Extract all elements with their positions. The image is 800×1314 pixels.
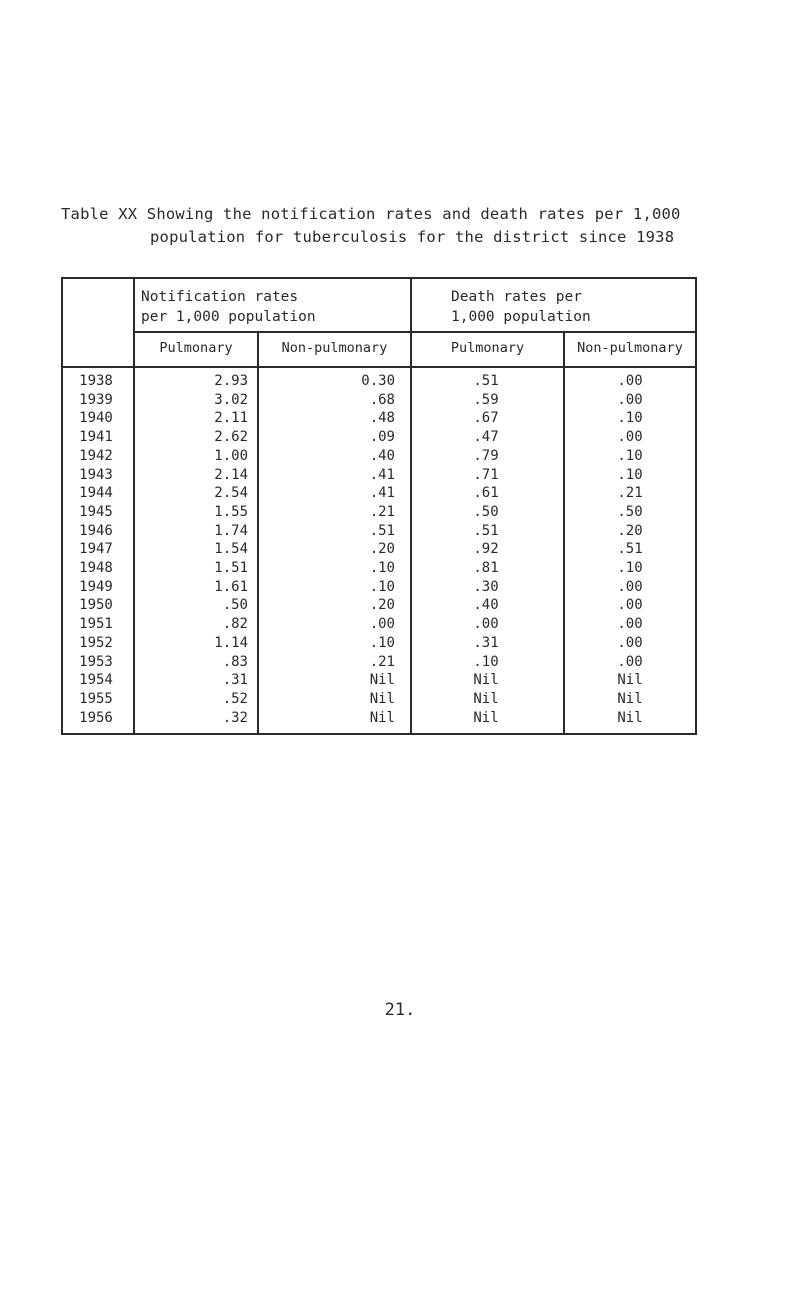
death-non-pulmonary-cell: .00 — [617, 429, 643, 446]
notif-non-pulmonary-cell: Nil — [369, 672, 395, 689]
notification-header-line-1: Notification rates — [141, 289, 299, 305]
notif-non-pulmonary-cell: .41 — [369, 466, 395, 483]
year-cell: 1946 — [79, 522, 113, 539]
notif-pulmonary-cell: 1.61 — [214, 578, 248, 595]
death-pulmonary-cell: .50 — [473, 503, 499, 520]
header-bottom-rule — [61, 366, 697, 368]
notif-non-pulmonary-cell: .41 — [369, 485, 395, 502]
year-cell: 1952 — [79, 634, 113, 651]
notif-non-pulmonary-cell: .40 — [369, 447, 395, 464]
notif-pulmonary-cell: 2.14 — [214, 466, 248, 483]
death-pulmonary-cell: .79 — [473, 447, 499, 464]
table-row — [61, 559, 697, 578]
death-pulmonary-cell: .31 — [473, 634, 499, 651]
death-pulmonary-cell: .61 — [473, 485, 499, 502]
table-row — [61, 447, 697, 466]
subheader-rule — [133, 331, 697, 333]
year-cell: 1943 — [79, 466, 113, 483]
death-pulmonary-cell: .71 — [473, 466, 499, 483]
notif-pulmonary-cell: 1.51 — [214, 560, 248, 576]
death-non-pulmonary-cell: .50 — [617, 503, 643, 520]
death-pulmonary-cell: .92 — [473, 541, 499, 558]
table-row — [61, 690, 697, 709]
table-row — [61, 653, 697, 672]
notif-pulmonary-cell: 1.54 — [214, 541, 248, 558]
notif-pulmonary-cell: 1.74 — [214, 522, 248, 539]
year-cell: 1954 — [79, 672, 113, 689]
year-cell: 1944 — [79, 485, 113, 502]
table-row — [61, 428, 697, 447]
table-row — [61, 522, 697, 541]
notif-non-pulmonary-cell: .10 — [369, 578, 395, 595]
notif-pulmonary-cell: 1.00 — [214, 447, 248, 464]
year-cell: 1947 — [79, 541, 113, 558]
death-pulmonary-cell: .81 — [473, 560, 499, 576]
table-title — [61, 203, 761, 249]
notif-pulmonary-cell: 2.62 — [214, 429, 248, 446]
notif-non-pulmonary-cell: .68 — [369, 391, 395, 408]
notif-pulmonary-cell: .32 — [222, 709, 248, 726]
notif-pulmonary-cell: 2.11 — [214, 410, 248, 427]
notif-non-pulmonary-cell: .00 — [369, 616, 395, 633]
death-non-pulmonary-cell: .10 — [617, 447, 643, 464]
notif-pulmonary-cell: 3.02 — [214, 391, 248, 408]
notification-header-line-2: per 1,000 population — [141, 309, 316, 325]
year-cell: 1949 — [79, 578, 113, 595]
year-cell: 1950 — [79, 597, 113, 614]
death-pulmonary-cell: .51 — [473, 522, 499, 539]
subheader-notif-pulmonary: Pulmonary — [159, 340, 233, 356]
notif-pulmonary-cell: .31 — [222, 672, 248, 689]
table-row — [61, 634, 697, 653]
notif-non-pulmonary-cell: .48 — [369, 410, 395, 427]
notif-pulmonary-cell: 1.55 — [214, 503, 248, 520]
notif-non-pulmonary-cell: .10 — [369, 634, 395, 651]
year-cell: 1956 — [79, 709, 113, 726]
notif-non-pulmonary-cell: Nil — [369, 690, 395, 707]
page-number: 21. — [384, 1000, 416, 1020]
table-row — [61, 540, 697, 559]
notif-pulmonary-cell: .50 — [222, 597, 248, 614]
death-non-pulmonary-cell: .00 — [617, 597, 643, 614]
table-row — [61, 484, 697, 503]
year-cell: 1940 — [79, 410, 113, 427]
notif-non-pulmonary-cell: .21 — [369, 503, 395, 520]
death-non-pulmonary-cell: .10 — [617, 410, 643, 427]
death-pulmonary-cell: .00 — [473, 616, 499, 633]
title-line-2: population for tuberculosis for the district since 1938 — [150, 228, 675, 246]
table-row — [61, 466, 697, 485]
year-cell: 1953 — [79, 653, 113, 670]
death-non-pulmonary-cell: .00 — [617, 616, 643, 633]
year-cell: 1939 — [79, 391, 113, 408]
death-non-pulmonary-cell: .20 — [617, 522, 643, 539]
year-cell: 1955 — [79, 690, 113, 707]
death-pulmonary-cell: Nil — [473, 690, 499, 707]
death-pulmonary-cell: .59 — [473, 391, 499, 408]
notif-pulmonary-cell: 2.93 — [214, 373, 248, 389]
death-non-pulmonary-cell: .00 — [617, 578, 643, 595]
notif-pulmonary-cell: .83 — [222, 653, 248, 670]
tuberculosis-rates-table — [61, 277, 697, 735]
death-header-line-1: Death rates per — [451, 289, 582, 305]
notif-pulmonary-cell: .52 — [222, 690, 248, 707]
death-non-pulmonary-cell: .21 — [617, 485, 643, 502]
year-cell: 1938 — [79, 373, 113, 389]
table-row — [61, 503, 697, 522]
notif-pulmonary-cell: 2.54 — [214, 485, 248, 502]
death-pulmonary-cell: .67 — [473, 410, 499, 427]
table-bottom-rule — [61, 733, 697, 735]
notification-rates-header — [141, 287, 401, 327]
death-rates-header — [418, 287, 688, 327]
death-pulmonary-cell: Nil — [473, 709, 499, 726]
table-top-rule — [61, 277, 697, 279]
year-cell: 1942 — [79, 447, 113, 464]
table-row — [61, 578, 697, 597]
death-non-pulmonary-cell: .00 — [617, 653, 643, 670]
year-cell: 1941 — [79, 429, 113, 446]
notif-non-pulmonary-cell: .21 — [369, 653, 395, 670]
death-pulmonary-cell: .51 — [473, 373, 499, 389]
death-non-pulmonary-cell: .00 — [617, 373, 643, 389]
table-row — [61, 372, 697, 391]
notif-non-pulmonary-cell: .20 — [369, 541, 395, 558]
table-row — [61, 615, 697, 634]
death-non-pulmonary-cell: .00 — [617, 391, 643, 408]
death-non-pulmonary-cell: .10 — [617, 466, 643, 483]
death-pulmonary-cell: .40 — [473, 597, 499, 614]
notif-pulmonary-cell: .82 — [222, 616, 248, 633]
notif-non-pulmonary-cell: .20 — [369, 597, 395, 614]
death-non-pulmonary-cell: .10 — [617, 560, 643, 576]
death-non-pulmonary-cell: Nil — [617, 709, 643, 726]
death-non-pulmonary-cell: .00 — [617, 634, 643, 651]
death-pulmonary-cell: Nil — [473, 672, 499, 689]
death-header-line-2: 1,000 population — [451, 309, 591, 325]
notif-non-pulmonary-cell: .10 — [369, 560, 395, 576]
notif-pulmonary-cell: 1.14 — [214, 634, 248, 651]
table-row — [61, 709, 697, 728]
subheader-death-pulmonary: Pulmonary — [450, 340, 525, 356]
notif-non-pulmonary-cell: Nil — [369, 709, 395, 726]
notif-non-pulmonary-cell: .09 — [369, 429, 395, 446]
subheader-death-non-pulmonary: Non-pulmonary — [577, 340, 683, 356]
death-non-pulmonary-cell: .51 — [617, 541, 643, 558]
table-row — [61, 391, 697, 410]
death-pulmonary-cell: .10 — [473, 653, 499, 670]
notif-non-pulmonary-cell: 0.30 — [361, 373, 395, 389]
death-pulmonary-cell: .30 — [473, 578, 499, 595]
title-line-1: Table XX Showing the notification rates and death rates per 1,000 — [61, 205, 681, 223]
table-row — [61, 596, 697, 615]
year-cell: 1948 — [79, 560, 113, 576]
subheader-notif-non-pulmonary: Non-pulmonary — [281, 340, 388, 356]
year-cell: 1945 — [79, 503, 113, 520]
death-non-pulmonary-cell: Nil — [617, 690, 643, 707]
year-cell: 1951 — [79, 616, 113, 633]
table-row — [61, 409, 697, 428]
table-row — [61, 671, 697, 690]
notif-non-pulmonary-cell: .51 — [369, 522, 395, 539]
death-pulmonary-cell: .47 — [473, 429, 499, 446]
death-non-pulmonary-cell: Nil — [617, 672, 643, 689]
